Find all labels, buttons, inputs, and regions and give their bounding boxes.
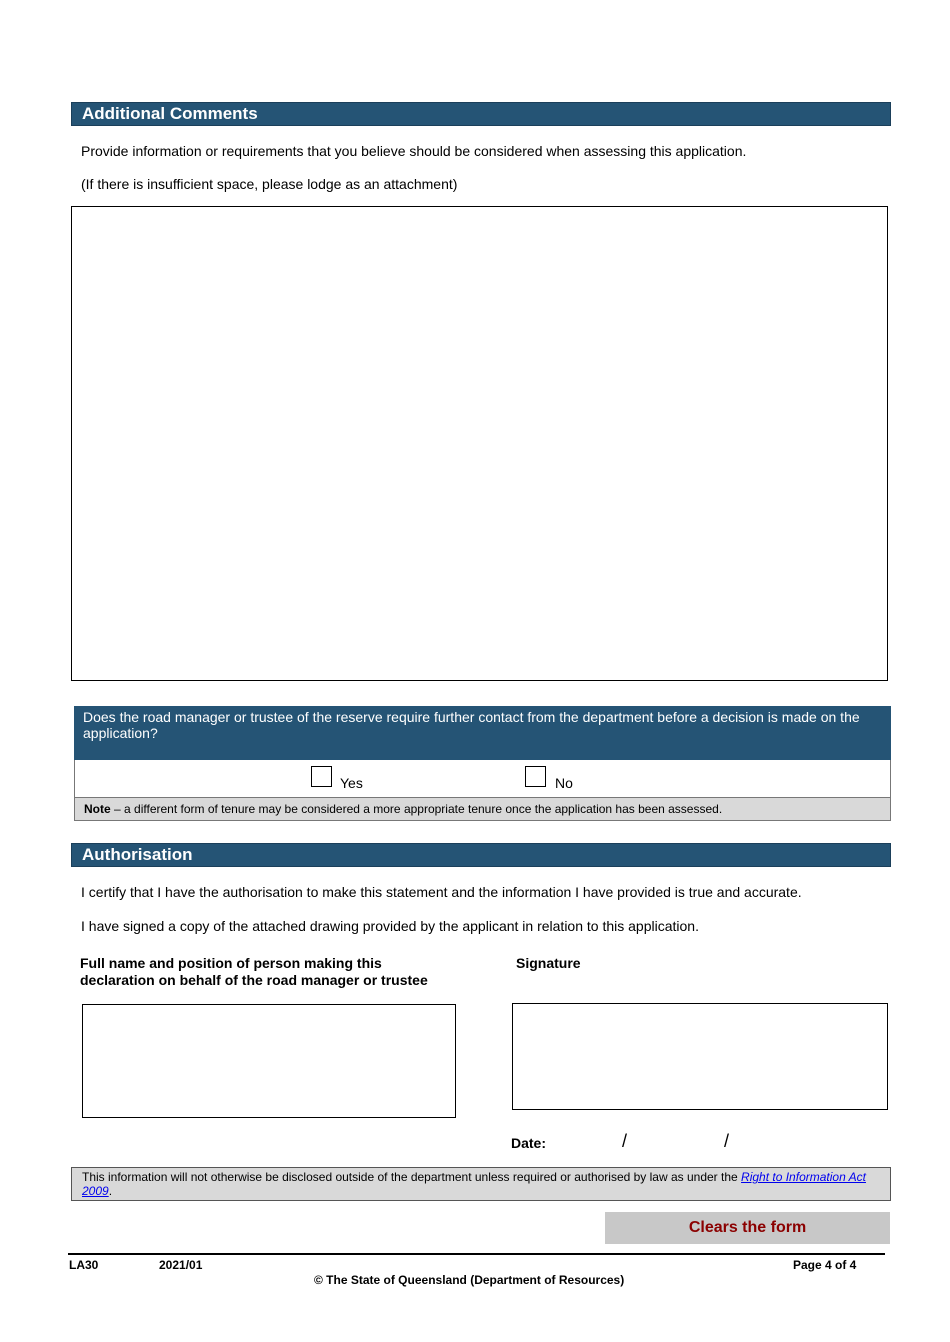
- name-label-line-1: Full name and position of person making this: [80, 955, 382, 971]
- page-number: Page 4 of 4: [793, 1258, 857, 1272]
- footer-divider: [68, 1253, 885, 1255]
- privacy-text: This information will not otherwise be disclosed outside of the department unless required or authorised by law as under the: [82, 1170, 742, 1184]
- date-label: Date:: [511, 1135, 547, 1151]
- additional-comments-field[interactable]: [71, 206, 888, 681]
- contact-question: Does the road manager or trustee of the reserve require further contact from the department before a decision is made on the application?: [74, 706, 891, 760]
- copyright: © The State of Queensland (Department of Resources): [314, 1273, 625, 1287]
- no-label: No: [555, 775, 573, 791]
- note-text: – a different form of tenure may be considered a more appropriate tenure once the application has been assessed.: [110, 802, 723, 816]
- signature-label: Signature: [516, 955, 581, 971]
- clear-form-button[interactable]: Clears the form: [605, 1212, 890, 1244]
- comments-attachment-note: (If there is insufficient space, please lodge as an attachment): [81, 176, 458, 192]
- form-version: 2021/01: [159, 1258, 203, 1272]
- date-year-field[interactable]: [738, 1130, 878, 1152]
- date-separator-1: /: [622, 1131, 628, 1151]
- yes-label: Yes: [340, 775, 363, 791]
- note-label: Note: [84, 802, 111, 816]
- privacy-notice: [71, 1167, 891, 1201]
- yes-checkbox[interactable]: [311, 766, 332, 787]
- privacy-text-end: .: [108, 1184, 113, 1198]
- form-code: LA30: [69, 1258, 99, 1272]
- additional-comments-header: Additional Comments: [71, 102, 891, 126]
- comments-instruction: Provide information or requirements that you believe should be considered when assessing this application.: [81, 143, 747, 159]
- authorisation-statement-1: I certify that I have the authorisation to make this statement and the information I have provided is true and accurate.: [81, 884, 802, 900]
- authorisation-statement-2: I have signed a copy of the attached drawing provided by the applicant in relation to this application.: [81, 918, 699, 934]
- no-checkbox[interactable]: [525, 766, 546, 787]
- rti-act-link[interactable]: Right to Information Act 2009: [82, 1170, 866, 1198]
- name-position-field[interactable]: [82, 1004, 456, 1118]
- name-label-line-2: declaration on behalf of the road manager or trustee: [80, 972, 428, 988]
- tenure-note: [74, 797, 891, 821]
- signature-field[interactable]: [512, 1003, 888, 1110]
- date-day-field[interactable]: [550, 1130, 620, 1152]
- authorisation-header: Authorisation: [71, 843, 891, 867]
- date-separator-2: /: [724, 1131, 730, 1151]
- contact-options-row: [74, 760, 891, 797]
- date-month-field[interactable]: [636, 1130, 720, 1152]
